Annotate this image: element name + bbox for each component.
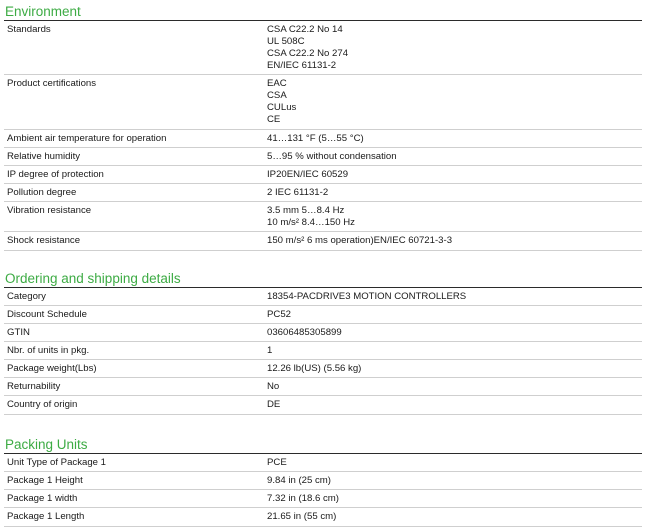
row-label: Unit Type of Package 1 [7, 457, 107, 468]
row-value: IP20EN/IEC 60529 [267, 169, 349, 180]
row-label: Country of origin [7, 399, 78, 410]
row-value: 21.65 in (55 cm) [267, 511, 337, 522]
table-row [4, 75, 642, 130]
row-value: PC52 [267, 309, 291, 320]
row-value: EAC [267, 78, 287, 89]
row-values [267, 490, 642, 507]
row-value: 18354-PACDRIVE3 MOTION CONTROLLERS [267, 291, 467, 302]
row-values [267, 306, 642, 323]
table-row [4, 202, 642, 232]
row-value: CSA [267, 90, 287, 101]
row-values [267, 288, 642, 305]
row-values [267, 148, 642, 165]
row-value: CSA C22.2 No 274 [267, 48, 349, 59]
row-values [267, 75, 642, 129]
section-packing-units [4, 437, 642, 527]
table-row [4, 508, 642, 527]
row-value: 10 m/s² 8.4…150 Hz [267, 217, 355, 228]
row-values [267, 360, 642, 377]
row-values [267, 472, 642, 489]
row-values [267, 21, 642, 74]
section-ordering [4, 271, 642, 415]
table-row [4, 490, 642, 508]
row-value: 9.84 in (25 cm) [267, 475, 331, 486]
row-label: IP degree of protection [7, 169, 104, 180]
table-row [4, 360, 642, 378]
table-row [4, 472, 642, 490]
row-value: CE [267, 114, 281, 125]
row-values [267, 378, 642, 395]
row-label: Relative humidity [7, 151, 81, 162]
table-row [4, 130, 642, 148]
row-value: 3.5 mm 5…8.4 Hz [267, 205, 345, 216]
row-value: UL 508C [267, 36, 305, 47]
row-label: Vibration resistance [7, 205, 92, 216]
row-label: Package 1 width [7, 493, 78, 504]
table-row [4, 342, 642, 360]
row-values [267, 454, 642, 471]
table-row [4, 166, 642, 184]
row-values [267, 202, 642, 231]
row-label: Returnability [7, 381, 61, 392]
row-value: 03606485305899 [267, 327, 342, 338]
section-title: Environment [4, 4, 642, 21]
table-row [4, 288, 642, 306]
table-row [4, 148, 642, 166]
row-label: Pollution degree [7, 187, 77, 198]
row-values [267, 184, 642, 201]
row-value: DE [267, 399, 281, 410]
section-environment [4, 4, 642, 251]
table-row [4, 454, 642, 472]
row-value: No [267, 381, 280, 392]
row-label: Product certifications [7, 78, 97, 89]
row-values [267, 508, 642, 526]
row-value: CSA C22.2 No 14 [267, 24, 343, 35]
row-label: Standards [7, 24, 51, 35]
table-row [4, 324, 642, 342]
row-value: PCE [267, 457, 287, 468]
section-title: Ordering and shipping details [4, 271, 642, 288]
row-label: Package weight(Lbs) [7, 363, 97, 374]
table-row [4, 184, 642, 202]
row-label: Shock resistance [7, 235, 81, 246]
table-row [4, 232, 642, 251]
row-label: Nbr. of units in pkg. [7, 345, 90, 356]
row-value: 2 IEC 61131-2 [267, 187, 329, 198]
table-row [4, 396, 642, 415]
row-label: Ambient air temperature for operation [7, 133, 167, 144]
row-label: Discount Schedule [7, 309, 87, 320]
row-label: Category [7, 291, 46, 302]
row-values [267, 396, 642, 414]
row-values [267, 342, 642, 359]
row-label: GTIN [7, 327, 30, 338]
table-row [4, 378, 642, 396]
row-value: CULus [267, 102, 297, 113]
row-values [267, 130, 642, 147]
row-label: Package 1 Height [7, 475, 83, 486]
row-value: EN/IEC 61131-2 [267, 60, 337, 71]
section-title: Packing Units [4, 437, 642, 454]
row-value: 5…95 % without condensation [267, 151, 397, 162]
row-values [267, 232, 642, 250]
row-values [267, 324, 642, 341]
table-row [4, 21, 642, 75]
row-value: 1 [267, 345, 273, 356]
row-label: Package 1 Length [7, 511, 85, 522]
row-value: 7.32 in (18.6 cm) [267, 493, 339, 504]
row-values [267, 166, 642, 183]
row-value: 12.26 lb(US) (5.56 kg) [267, 363, 362, 374]
row-value: 41…131 °F (5…55 °C) [267, 133, 364, 144]
table-row [4, 306, 642, 324]
row-value: 150 m/s² 6 ms operation)EN/IEC 60721-3-3 [267, 235, 453, 246]
